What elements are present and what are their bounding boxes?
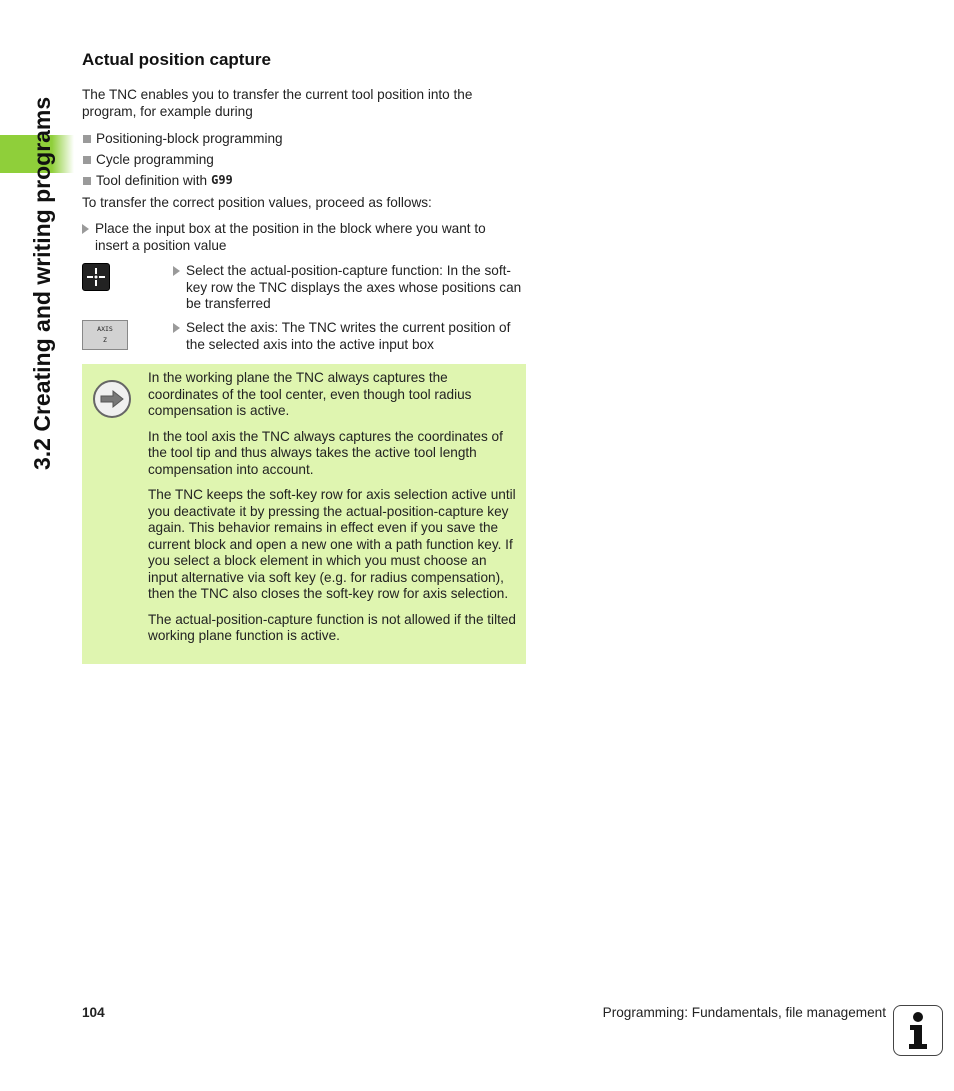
note-box <box>82 364 526 664</box>
actual-position-capture-key[interactable] <box>82 263 110 291</box>
chapter-title: 3.2 Creating and writing programs <box>29 96 55 470</box>
crosshair-icon <box>82 263 110 291</box>
bullet-square-icon <box>83 135 91 143</box>
list-item: Cycle programming <box>82 149 283 170</box>
transfer-text: To transfer the correct position values, proceed as follows: <box>82 195 432 210</box>
info-icon[interactable] <box>893 1005 943 1056</box>
list-item: Positioning-block programming <box>82 128 283 149</box>
note-paragraph: In the tool axis the TNC always captures the coordinates of the tool tip and thus always takes the active tool length compensation into account. <box>148 428 503 477</box>
step-arrow-icon <box>82 224 89 234</box>
list-item: Tool definition with G99 <box>82 170 283 191</box>
bullet-square-icon <box>83 177 91 185</box>
step-arrow-icon <box>173 266 180 276</box>
step-arrow-icon <box>173 323 180 333</box>
footer-title: Programming: Fundamentals, file management <box>602 1005 886 1020</box>
code-g99: G99 <box>211 173 233 187</box>
axis-z-softkey[interactable]: AXIS Z <box>82 320 128 350</box>
bullet-list <box>82 128 283 191</box>
main-content: Actual position capture The TNC enables you to transfer the current tool position into the program, for example during Positioning-block programming Cycle programming Tool definition with G99 To transfer the correct position values, proceed as follows: Place the input box at the position in the block where you want to insert a position value Select the actual-position-capture function: In the soft-key row the TNC displays the axes whose positions can be transferred AXIS Z Select the axis: The TNC writes the current position of the selected axis into the active input box In the working plane the TNC always captures the coordinates of the tool center, even though tool radius compensation is active. In the tool axis the TNC always captures the coordinates of the tool tip and thus always takes the active tool length compensation into account. The TNC keeps the soft-key row for axis selection active until you deactivate it by pressing the actual-position-capture key again. This behavior remains in effect even if you save the current block and open a new one with a path function key. If you select a block element in which you must choose an input alternative via soft key (e.g. for radius compensation), then the TNC also closes the soft-key row for axis selection. The actual-position-capture function is not allowed if the tilted working plane function is active. <box>82 48 526 72</box>
note-paragraph: The TNC keeps the soft-key row for axis selection active until you deactivate it by pressing the actual-position-capture key again. This behavior remains in effect even if you save the current block and open a new one with a path function key. If you select a block element in which you must choose an input alternative via soft key (e.g. for radius compensation), then the TNC also closes the soft-key row for axis selection. <box>148 487 516 601</box>
note-paragraph: In the working plane the TNC always captures the coordinates of the tool center, even though tool radius compensation is active. <box>148 370 472 418</box>
intro-text: The TNC enables you to transfer the current tool position into the program, for example during <box>82 87 473 119</box>
bullet-square-icon <box>83 156 91 164</box>
step-place-input: Place the input box at the position in the block where you want to insert a position value <box>82 221 522 254</box>
section-heading: Actual position capture <box>82 50 271 69</box>
page-number: 104 <box>82 1005 105 1020</box>
arrow-right-icon <box>93 380 131 418</box>
note-paragraph: The actual-position-capture function is not allowed if the tilted working plane function is active. <box>148 611 516 643</box>
